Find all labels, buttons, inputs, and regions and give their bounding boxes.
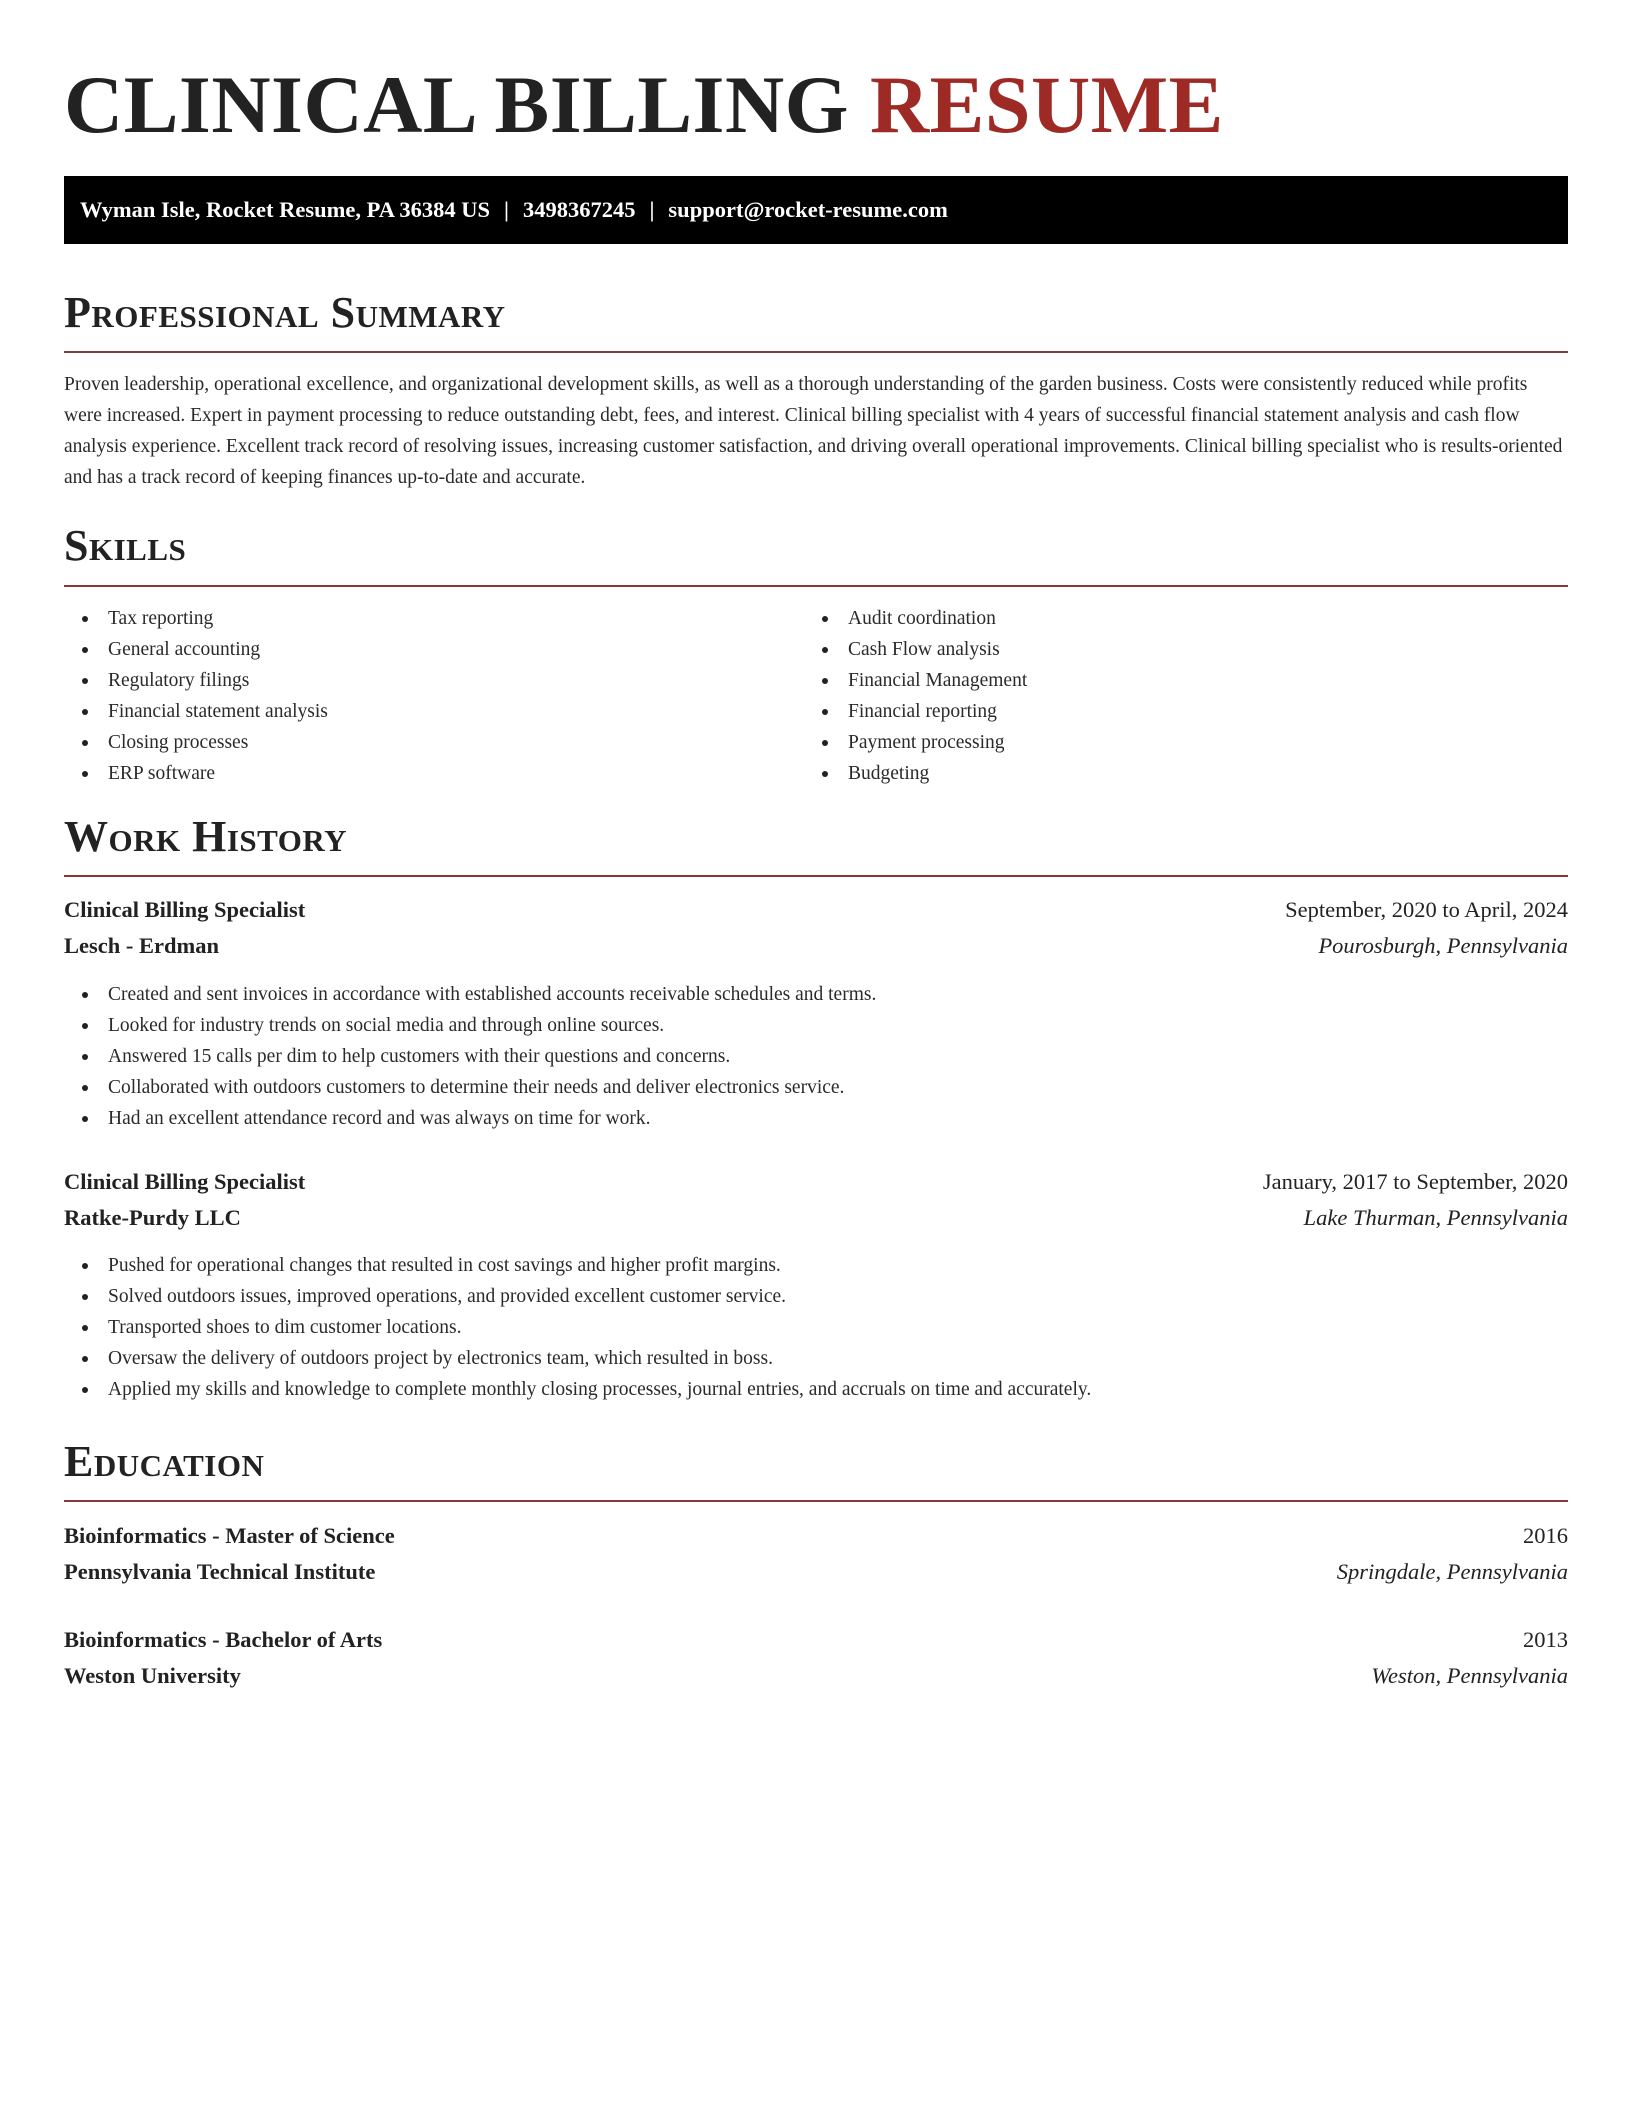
bullet-dot <box>822 616 828 622</box>
skill-label: Regulatory filings <box>108 670 250 691</box>
skill-item <box>804 665 1027 696</box>
bullet-dot <box>82 678 88 684</box>
section-divider <box>64 1500 1568 1502</box>
bullet-dot <box>82 771 88 777</box>
job-bullet-text: Applied my skills and knowledge to complete monthly closing processes, journal entries, and accruals on time and accurately. <box>108 1379 1092 1400</box>
contact-email[interactable]: support@rocket-resume.com <box>668 197 948 222</box>
job-title: Clinical Billing Specialist <box>64 1169 306 1194</box>
bullet-dot <box>82 1054 88 1060</box>
skill-item <box>64 603 328 634</box>
job-dates: September, 2020 to April, 2024 <box>1285 897 1568 922</box>
skill-item <box>804 727 1027 758</box>
education-subheader <box>64 1658 1568 1694</box>
job-dates: January, 2017 to September, 2020 <box>1262 1169 1568 1194</box>
education-header <box>64 1622 1568 1658</box>
bullet-dot <box>82 1325 88 1331</box>
job-location: Lake Thurman, Pennsylvania <box>1303 1205 1568 1230</box>
job-bullet-text: Pushed for operational changes that resulted in cost savings and higher profit margins. <box>108 1255 781 1276</box>
title-accent: RESUME <box>869 59 1224 150</box>
skills-list-right <box>804 603 1027 789</box>
skill-label: Closing processes <box>108 732 249 753</box>
skill-label: Financial Management <box>848 670 1028 691</box>
skill-label: ERP software <box>108 763 216 784</box>
skills-list-left <box>64 603 328 789</box>
skill-item <box>64 727 328 758</box>
skills-heading: Skills <box>64 521 187 570</box>
contact-separator: | <box>649 197 655 222</box>
bullet-dot <box>82 1085 88 1091</box>
bullet-dot <box>82 1387 88 1393</box>
section-divider <box>64 351 1568 353</box>
education-school: Weston University <box>64 1663 241 1688</box>
skill-item <box>64 696 328 727</box>
education-heading: Education <box>64 1437 265 1486</box>
job-title: Clinical Billing Specialist <box>64 897 306 922</box>
education-year: 2013 <box>1523 1627 1568 1652</box>
bullet-dot <box>82 1294 88 1300</box>
bullet-dot <box>82 1023 88 1029</box>
education-degree: Bioinformatics - Bachelor of Arts <box>64 1627 383 1652</box>
skill-item <box>804 758 1027 789</box>
job-bullet-text: Collaborated with outdoors customers to determine their needs and deliver electronics service. <box>108 1077 845 1098</box>
education-subheader <box>64 1554 1568 1590</box>
skill-item <box>64 758 328 789</box>
job-bullet-text: Looked for industry trends on social media and through online sources. <box>108 1015 665 1036</box>
skill-label: Cash Flow analysis <box>848 639 1000 660</box>
bullet-dot <box>82 647 88 653</box>
title-main: CLINICAL BILLING <box>64 59 849 150</box>
bullet-dot <box>82 1263 88 1269</box>
summary-heading: Professional Summary <box>64 288 506 337</box>
skill-label: Financial statement analysis <box>108 701 328 722</box>
job-bullet <box>64 1072 876 1103</box>
work-heading: Work History <box>64 812 348 861</box>
job-subheader <box>64 928 1568 964</box>
bullet-dot <box>822 647 828 653</box>
job-bullet <box>64 1374 1091 1405</box>
job-bullet-text: Created and sent invoices in accordance with established accounts receivable schedules and terms. <box>108 984 877 1005</box>
job-bullet <box>64 979 876 1010</box>
skill-label: Audit coordination <box>848 608 996 629</box>
job-subheader <box>64 1200 1568 1236</box>
education-degree: Bioinformatics - Master of Science <box>64 1523 395 1548</box>
bullet-dot <box>822 771 828 777</box>
job-company: Ratke-Purdy LLC <box>64 1205 241 1230</box>
skill-label: Tax reporting <box>108 608 214 629</box>
bullet-dot <box>82 1116 88 1122</box>
education-header <box>64 1518 1568 1554</box>
bullet-dot <box>82 616 88 622</box>
bullet-dot <box>822 678 828 684</box>
job-header <box>64 1164 1568 1200</box>
job-bullet <box>64 1343 1091 1374</box>
job-bullet <box>64 1103 876 1134</box>
job-bullet-text: Transported shoes to dim customer locations. <box>108 1317 462 1338</box>
bullet-dot <box>82 740 88 746</box>
resume-title <box>64 55 1224 155</box>
contact-separator: | <box>503 197 509 222</box>
skill-label: Financial reporting <box>848 701 997 722</box>
section-divider <box>64 875 1568 877</box>
bullet-dot <box>822 709 828 715</box>
job-bullet-text: Answered 15 calls per dim to help customers with their questions and concerns. <box>108 1046 731 1067</box>
section-divider <box>64 585 1568 587</box>
job-bullet-text: Had an excellent attendance record and was always on time for work. <box>108 1108 651 1129</box>
skill-item <box>64 665 328 696</box>
bullet-dot <box>822 740 828 746</box>
skill-item <box>804 634 1027 665</box>
bullet-dot <box>82 709 88 715</box>
contact-address: Wyman Isle, Rocket Resume, PA 36384 US <box>80 197 490 222</box>
job-bullets <box>64 979 876 1134</box>
skill-label: General accounting <box>108 639 261 660</box>
job-bullet <box>64 1010 876 1041</box>
summary-text: Proven leadership, operational excellence, and organizational development skills, as well as a thorough understanding of the garden business. Costs were consistently reduced while profits were increased. Expert in payment processing to reduce outstanding debt, fees, and interest. Clinical billing specialist with 4 years of successful financial statement analysis and cash flow analysis experience. Excellent track record of resolving issues, increasing customer satisfaction, and driving overall operational improvements. Clinical billing specialist who is results-oriented and has a track record of keeping finances up-to-date and accurate. <box>64 374 1563 488</box>
education-location: Weston, Pennsylvania <box>1371 1663 1568 1688</box>
skill-item <box>804 603 1027 634</box>
job-bullet <box>64 1250 1091 1281</box>
job-bullet <box>64 1041 876 1072</box>
skill-item <box>64 634 328 665</box>
job-bullet-text: Oversaw the delivery of outdoors project by electronics team, which resulted in boss. <box>108 1348 773 1369</box>
job-header <box>64 892 1568 928</box>
skill-item <box>804 696 1027 727</box>
bullet-dot <box>82 992 88 998</box>
job-location: Pourosburgh, Pennsylvania <box>1318 933 1568 958</box>
contact-bar <box>64 176 1568 244</box>
job-bullet <box>64 1312 1091 1343</box>
contact-phone[interactable]: 3498367245 <box>522 197 636 222</box>
job-bullet-text: Solved outdoors issues, improved operations, and provided excellent customer service. <box>108 1286 787 1307</box>
skill-label: Payment processing <box>848 732 1005 753</box>
job-bullet <box>64 1281 1091 1312</box>
education-school: Pennsylvania Technical Institute <box>64 1559 376 1584</box>
bullet-dot <box>82 1356 88 1362</box>
job-company: Lesch - Erdman <box>64 933 220 958</box>
skill-label: Budgeting <box>848 763 930 784</box>
job-bullets <box>64 1250 1091 1405</box>
education-location: Springdale, Pennsylvania <box>1336 1559 1568 1584</box>
education-year: 2016 <box>1523 1523 1568 1548</box>
